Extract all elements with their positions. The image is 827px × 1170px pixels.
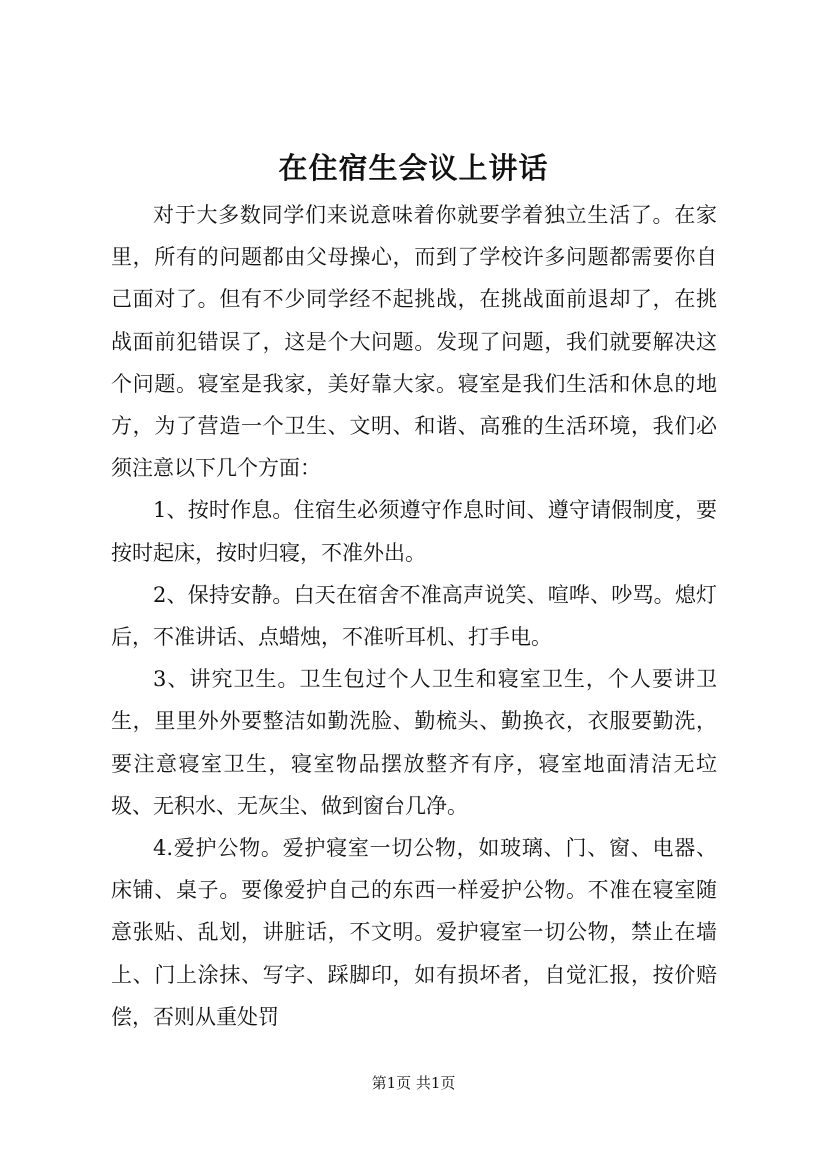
paragraph-item-1: 1、按时作息。住宿生必须遵守作息时间、遵守请假制度，要按时起床，按时归寝，不准外出。 — [111, 498, 717, 565]
document-title: 在住宿生会议上讲话 — [278, 151, 549, 185]
page-footer: 第1页 共1页 — [371, 1074, 456, 1092]
document-body — [111, 194, 717, 1038]
paragraph-item-4: 4.爱护公物。爱护寝室一切公物，如玻璃、门、窗、电器、床铺、桌子。要像爱护自己的东西一样爱护公物。不准在寝室随意张贴、乱划，讲脏话，不文明。爱护寝室一切公物，禁止在墙上、门上涂抹、写字、踩脚印，如有损坏者，自觉汇报，按价赔偿，否则从重处罚 — [111, 836, 717, 1029]
paragraph-intro: 对于大多数同学们来说意味着你就要学着独立生活了。在家里，所有的问题都由父母操心，而到了学校许多问题都需要你自己面对了。但有不少同学经不起挑战，在挑战面前退却了，在挑战面前犯错误了，这是个大问题。发现了问题，我们就要解决这个问题。寝室是我家，美好靠大家。寝室是我们生活和休息的地方，为了营造一个卫生、文明、和谐、高雅的生活环境，我们必须注意以下几个方面： — [111, 203, 717, 481]
paragraph-item-3: 3、讲究卫生。卫生包过个人卫生和寝室卫生，个人要讲卫生，里里外外要整洁如勤洗脸、勤梳头、勤换衣，衣服要勤洗，要注意寝室卫生，寝室物品摆放整齐有序，寝室地面清洁无垃圾、无积水、无灰尘、做到窗台几净。 — [111, 667, 717, 818]
paragraph-item-2: 2、保持安静。白天在宿舍不准高声说笑、喧哗、吵骂。熄灯后，不准讲话、点蜡烛，不准听耳机、打手电。 — [111, 582, 717, 650]
